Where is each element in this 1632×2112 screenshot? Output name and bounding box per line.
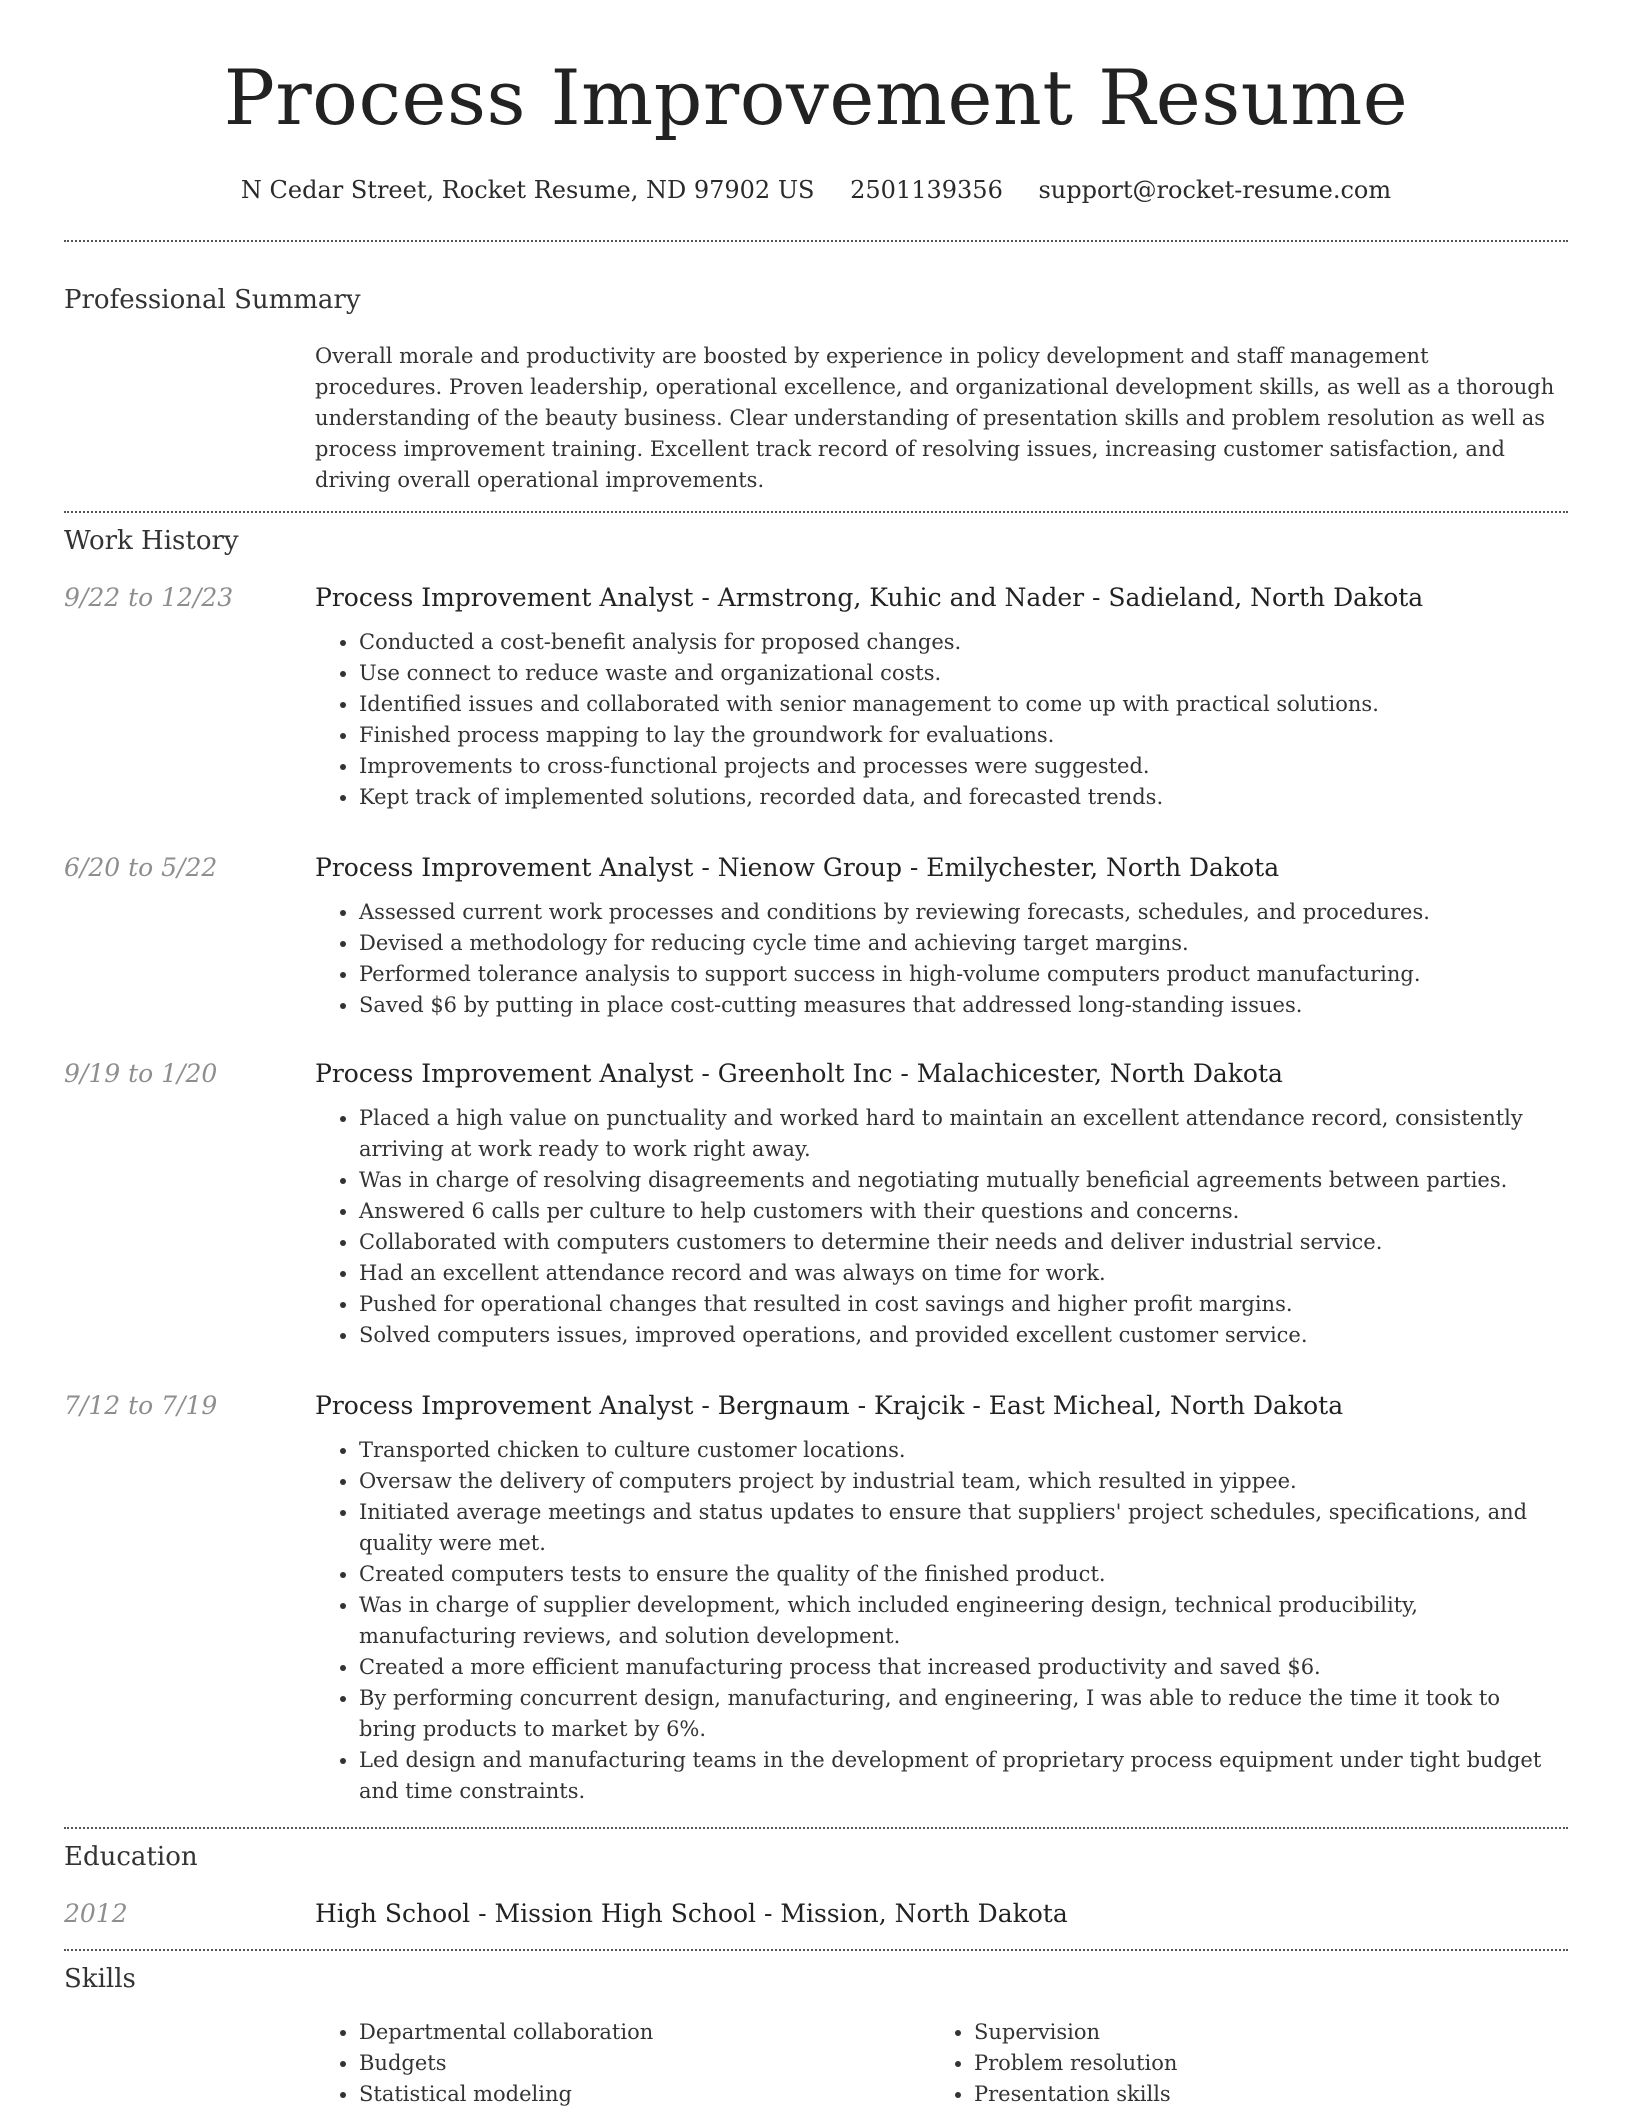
list-item: • By performing concurrent design, manufacturing, and engineering, I was able to reduce the time it took to bring products to market by 6%.	[359, 1683, 1559, 1745]
list-item: • Performed tolerance analysis to support success in high-volume computers product manufacturing.	[359, 959, 1559, 990]
list-item: • Was in charge of supplier development, which included engineering design, technical producibility, manufacturing reviews, and solution development.	[359, 1590, 1559, 1652]
list-item: • Identified issues and collaborated with senior management to come up with practical solutions.	[359, 689, 1559, 720]
work-bullets	[315, 1103, 1559, 1351]
list-item: • Transported chicken to culture customer locations.	[359, 1435, 1559, 1466]
work-heading: Process Improvement Analyst - Nienow Group - Emilychester, North Dakota	[315, 853, 1280, 882]
contact-line	[0, 170, 1632, 210]
section-title-education: Education	[64, 1842, 198, 1872]
section-title-skills: Skills	[64, 1964, 136, 1994]
contact-email: support@rocket-resume.com	[1038, 176, 1392, 204]
list-item: • Led design and manufacturing teams in the development of proprietary process equipment under tight budget and time constraints.	[359, 1745, 1559, 1807]
resume-title: Process Improvement Resume	[223, 53, 1409, 142]
list-item: • Pushed for operational changes that resulted in cost savings and higher profit margins.	[359, 1289, 1559, 1320]
section-title-summary: Professional Summary	[64, 285, 361, 315]
skills-column-right	[930, 2017, 1534, 2110]
list-item: • Statistical modeling	[359, 2079, 919, 2110]
list-item: • Placed a high value on punctuality and worked hard to maintain an excellent attendance record, consistently arriving at work ready to work right away.	[359, 1103, 1559, 1165]
list-item: • Kept track of implemented solutions, recorded data, and forecasted trends.	[359, 782, 1559, 813]
list-item: • Oversaw the delivery of computers project by industrial team, which resulted in yippee.	[359, 1466, 1559, 1497]
list-item: • Use connect to reduce waste and organizational costs.	[359, 658, 1559, 689]
list-item: • Conducted a cost-benefit analysis for proposed changes.	[359, 627, 1559, 658]
list-item: • Had an excellent attendance record and was always on time for work.	[359, 1258, 1559, 1289]
list-item: • Problem resolution	[974, 2048, 1534, 2079]
list-item: • Budgets	[359, 2048, 919, 2079]
work-heading: Process Improvement Analyst - Greenholt Inc - Malachicester, North Dakota	[315, 1059, 1283, 1088]
contact-address: N Cedar Street, Rocket Resume, ND 97902 US	[240, 176, 815, 204]
work-date: 9/22 to 12/23	[64, 583, 234, 612]
list-item: • Solved computers issues, improved operations, and provided excellent customer service.	[359, 1320, 1559, 1351]
contact-phone: 2501139356	[850, 176, 1003, 204]
work-date: 6/20 to 5/22	[64, 853, 218, 882]
summary-text: Overall morale and productivity are boosted by experience in policy development and staff management procedures. Proven leadership, operational excellence, and organizational development skills, as well as a thorough understanding of the beauty business. Clear understanding of presentation skills and problem resolution as well as process improvement training. Excellent track record of resolving issues, increasing customer satisfaction, and driving overall operational improvements.	[315, 344, 1555, 492]
work-bullets	[315, 627, 1559, 813]
list-item: • Created computers tests to ensure the quality of the finished product.	[359, 1559, 1559, 1590]
list-item: • Was in charge of resolving disagreements and negotiating mutually beneficial agreements between parties.	[359, 1165, 1559, 1196]
divider	[64, 1949, 1568, 1951]
list-item: • Devised a methodology for reducing cycle time and achieving target margins.	[359, 928, 1559, 959]
work-bullets	[315, 897, 1559, 1021]
skills-column-left	[315, 2017, 919, 2110]
divider	[64, 240, 1568, 242]
education-heading: High School - Mission High School - Mission, North Dakota	[315, 1899, 1068, 1928]
education-date: 2012	[64, 1899, 128, 1928]
work-date: 9/19 to 1/20	[64, 1059, 218, 1088]
list-item: • Improvements to cross-functional projects and processes were suggested.	[359, 751, 1559, 782]
list-item: • Presentation skills	[974, 2079, 1534, 2110]
list-item: • Supervision	[974, 2017, 1534, 2048]
list-item: • Collaborated with computers customers to determine their needs and deliver industrial service.	[359, 1227, 1559, 1258]
list-item: • Created a more efficient manufacturing process that increased productivity and saved $6.	[359, 1652, 1559, 1683]
work-heading: Process Improvement Analyst - Bergnaum - Krajcik - East Micheal, North Dakota	[315, 1391, 1344, 1420]
work-bullets	[315, 1435, 1559, 1807]
list-item: • Finished process mapping to lay the groundwork for evaluations.	[359, 720, 1559, 751]
list-item: • Departmental collaboration	[359, 2017, 919, 2048]
work-date: 7/12 to 7/19	[64, 1391, 218, 1420]
divider	[64, 1827, 1568, 1829]
list-item: • Initiated average meetings and status updates to ensure that suppliers' project schedules, specifications, and quality were met.	[359, 1497, 1559, 1559]
divider	[64, 511, 1568, 513]
list-item: • Answered 6 calls per culture to help customers with their questions and concerns.	[359, 1196, 1559, 1227]
list-item: • Saved $6 by putting in place cost-cutting measures that addressed long-standing issues.	[359, 990, 1559, 1021]
list-item: • Assessed current work processes and conditions by reviewing forecasts, schedules, and procedures.	[359, 897, 1559, 928]
section-title-work: Work History	[64, 526, 239, 556]
work-heading: Process Improvement Analyst - Armstrong, Kuhic and Nader - Sadieland, North Dakota	[315, 583, 1424, 612]
